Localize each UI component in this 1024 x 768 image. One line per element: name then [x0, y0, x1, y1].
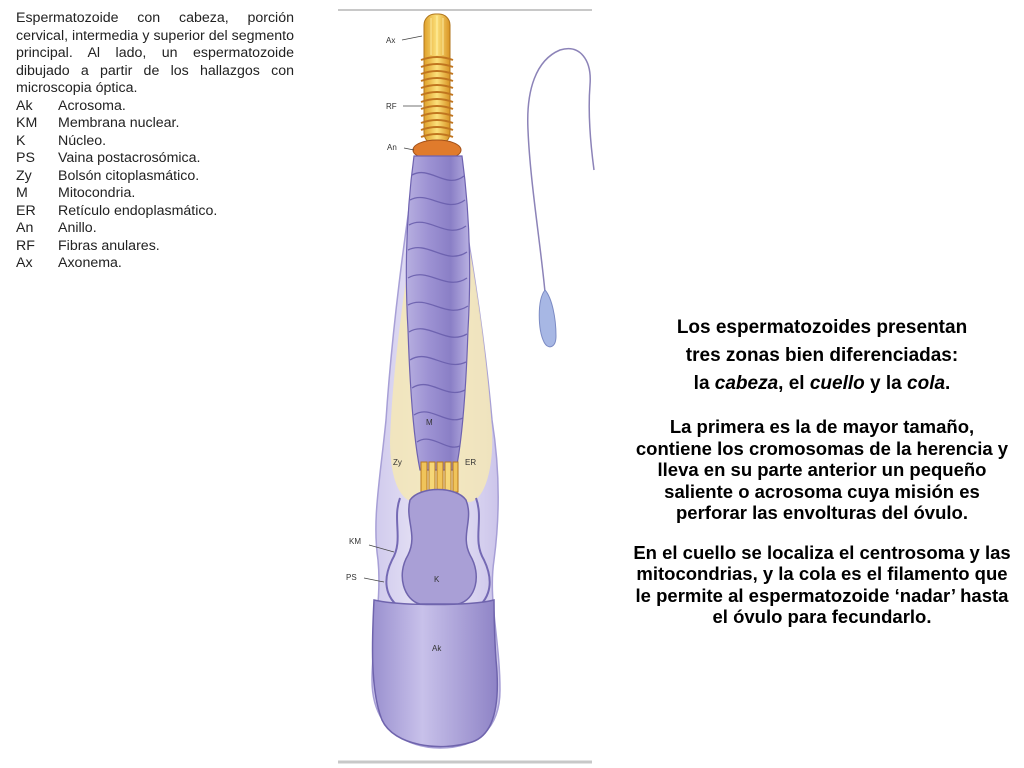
- intro-paragraph: [630, 314, 1014, 398]
- label-an: An: [387, 143, 397, 152]
- label-rf: RF: [386, 102, 397, 111]
- intro-line-3-part: .: [945, 373, 951, 394]
- legend-key: Ak: [16, 97, 33, 114]
- term-cola: cola: [907, 373, 946, 394]
- label-ps: PS: [346, 573, 357, 582]
- head-description-paragraph: La primera es la de mayor tamaño, contiene los cromosomas de la herencia y lleva en su parte anterior un pequeño saliente o acrosoma cuya misión es perforar las envolturas del óvulo.: [635, 416, 1009, 523]
- label-k: K: [434, 575, 440, 584]
- label-ak: Ak: [432, 644, 442, 653]
- legend-key: K: [16, 132, 26, 149]
- legend-label: Retículo endoplasmático.: [58, 202, 218, 219]
- legend-label: Núcleo.: [58, 132, 107, 149]
- term-cabeza: cabeza: [714, 373, 779, 394]
- intro-line-3-part: y la: [864, 373, 908, 394]
- legend-label: Axonema.: [58, 255, 122, 271]
- intro-line-3-part: la: [693, 373, 715, 394]
- legend-label: Fibras anulares.: [58, 237, 160, 254]
- legend-key: KM: [16, 115, 38, 131]
- light-microscopy-head: [539, 290, 556, 347]
- legend-key: PS: [16, 150, 35, 166]
- legend-key: Zy: [16, 167, 32, 184]
- legend-label: Vaina postacrosómica.: [58, 150, 201, 166]
- legend-label: Mitocondria.: [58, 185, 136, 201]
- legend-key: M: [16, 185, 28, 201]
- legend-key: RF: [16, 237, 35, 254]
- legend-label: Acrosoma.: [58, 97, 126, 114]
- nucleus: [402, 490, 476, 605]
- legend-key: Ax: [16, 255, 33, 271]
- intro-line-3-part: , el: [778, 373, 810, 394]
- acrosome: [372, 600, 497, 747]
- legend-label: Bolsón citoplasmático.: [58, 167, 200, 184]
- legend-key: An: [16, 220, 34, 236]
- flagellum-line: [528, 49, 594, 292]
- term-cuello: cuello: [809, 373, 865, 394]
- explanation-text: [630, 314, 1014, 646]
- intro-line-1: Los espermatozoides presentan: [676, 317, 968, 338]
- legend-label: Anillo.: [58, 220, 97, 236]
- neck-tail-description-paragraph: En el cuello se localiza el centrosoma y las mitocondrias, y la cola es el filamento que le permite al espermatozoide ‘nadar’ hasta el óvulo para fecundarlo.: [633, 541, 1011, 627]
- legend-label: Membrana nuclear.: [58, 115, 180, 131]
- label-ax: Ax: [386, 36, 396, 45]
- label-zy: Zy: [393, 458, 402, 467]
- legend-key: ER: [16, 202, 36, 219]
- label-er: ER: [465, 458, 477, 467]
- label-m: M: [426, 418, 433, 427]
- intro-line-2: tres zonas bien diferenciadas:: [685, 345, 959, 366]
- label-km: KM: [349, 537, 361, 546]
- legend-description: Espermatozoide con cabeza, porción cervical, intermedia y superior del segmento principal. Al lado, un espermatozoide dibujado a partir de los hallazgos con microscopia óptica.: [16, 10, 294, 96]
